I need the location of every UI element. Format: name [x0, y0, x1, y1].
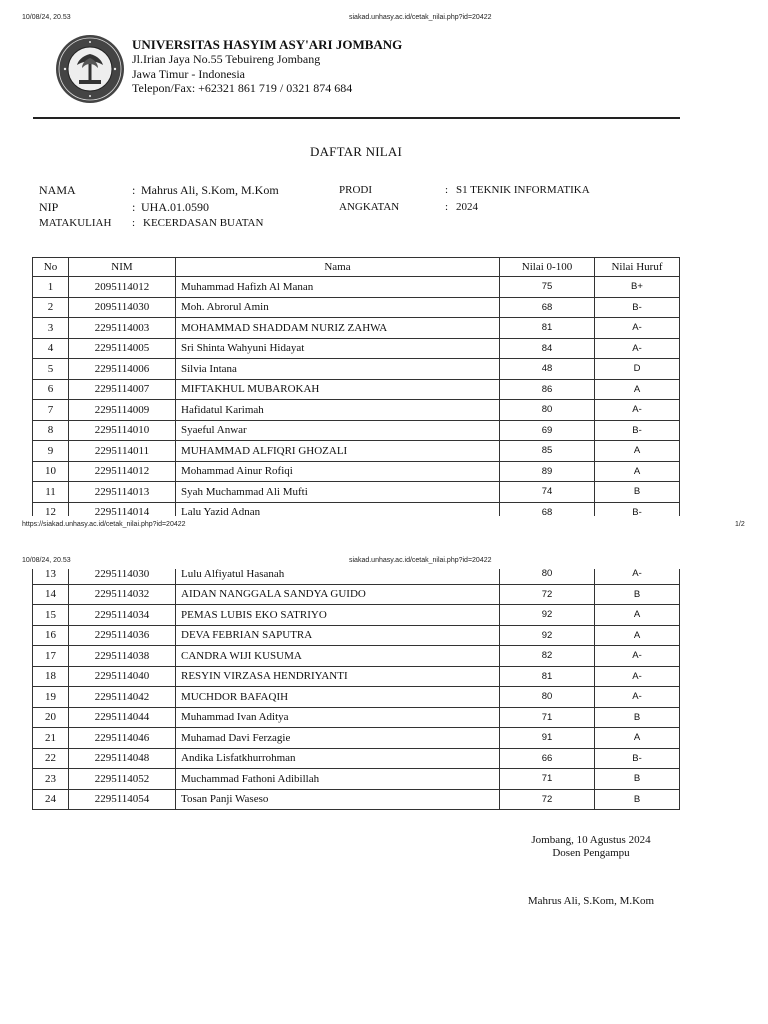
cell-nama: MIFTAKHUL MUBAROKAH [176, 379, 500, 400]
nama-colon: : [132, 183, 136, 197]
cell-nilai: 80 [500, 569, 595, 584]
university-address-2: Jawa Timur - Indonesia [132, 67, 245, 81]
cell-nilai: 80 [500, 400, 595, 421]
cell-no: 9 [33, 441, 69, 462]
table-row [33, 338, 680, 359]
cell-huruf: A [595, 625, 680, 646]
cell-nama: Lulu Alfiyatul Hasanah [176, 569, 500, 584]
cell-nilai: 84 [500, 338, 595, 359]
header-divider [33, 117, 680, 119]
university-name: UNIVERSITAS HASYIM ASY'ARI JOMBANG [132, 37, 403, 52]
cell-nama: MUHAMMAD ALFIQRI GHOZALI [176, 441, 500, 462]
cell-huruf: B- [595, 420, 680, 441]
cell-nilai: 68 [500, 502, 595, 516]
cell-nim: 2295114011 [69, 441, 176, 462]
cell-nim: 2295114046 [69, 728, 176, 749]
cell-no: 7 [33, 400, 69, 421]
cell-nama: Silvia Intana [176, 359, 500, 380]
cell-nim: 2295114054 [69, 789, 176, 810]
table-header-row [33, 258, 680, 277]
cell-nilai: 89 [500, 461, 595, 482]
cell-nim: 2095114030 [69, 297, 176, 318]
table-row [33, 584, 680, 605]
table-row [33, 379, 680, 400]
cell-huruf: B- [595, 502, 680, 516]
cell-nim: 2295114007 [69, 379, 176, 400]
cell-nilai: 66 [500, 748, 595, 769]
cell-huruf: B- [595, 748, 680, 769]
cell-huruf: A [595, 461, 680, 482]
cell-nama: Muhamad Davi Ferzagie [176, 728, 500, 749]
table-row [33, 297, 680, 318]
cell-huruf: B [595, 584, 680, 605]
table-row [33, 728, 680, 749]
cell-nilai: 85 [500, 441, 595, 462]
header-nim: NIM [69, 258, 176, 277]
cell-huruf: D [595, 359, 680, 380]
header-huruf: Nilai Huruf [595, 258, 680, 277]
cell-no: 3 [33, 318, 69, 339]
cell-no: 13 [33, 569, 69, 584]
table-row [33, 318, 680, 339]
cell-nilai: 82 [500, 646, 595, 667]
cell-no: 4 [33, 338, 69, 359]
cell-huruf: A- [595, 318, 680, 339]
cell-no: 16 [33, 625, 69, 646]
cell-nama: RESYIN VIRZASA HENDRIYANTI [176, 666, 500, 687]
cell-nama: MOHAMMAD SHADDAM NURIZ ZAHWA [176, 318, 500, 339]
header-nama: Nama [176, 258, 500, 277]
cell-nilai: 81 [500, 666, 595, 687]
grades-table-continued [32, 569, 680, 810]
cell-no: 6 [33, 379, 69, 400]
cell-nilai: 74 [500, 482, 595, 503]
cell-huruf: B [595, 769, 680, 790]
cell-no: 22 [33, 748, 69, 769]
table-row [33, 569, 680, 584]
cell-nim: 2295114040 [69, 666, 176, 687]
cell-huruf: B+ [595, 277, 680, 298]
cell-nilai: 92 [500, 605, 595, 626]
cell-huruf: B [595, 789, 680, 810]
print-url: siakad.unhasy.ac.id/cetak_nilai.php?id=20422 [349, 14, 492, 21]
cell-nim: 2295114034 [69, 605, 176, 626]
cell-nim: 2295114010 [69, 420, 176, 441]
table-row [33, 420, 680, 441]
cell-nim: 2295114003 [69, 318, 176, 339]
cell-nim: 2295114009 [69, 400, 176, 421]
university-seal-logo [55, 34, 125, 104]
cell-nama: Syaeful Anwar [176, 420, 500, 441]
cell-nilai: 72 [500, 789, 595, 810]
print-url-page-2: siakad.unhasy.ac.id/cetak_nilai.php?id=20422 [349, 557, 492, 564]
cell-no: 8 [33, 420, 69, 441]
cell-nim: 2295114052 [69, 769, 176, 790]
cell-no: 18 [33, 666, 69, 687]
cell-nama: Sri Shinta Wahyuni Hidayat [176, 338, 500, 359]
cell-huruf: A- [595, 666, 680, 687]
table-row [33, 605, 680, 626]
cell-huruf: A- [595, 400, 680, 421]
university-phone: Telepon/Fax: +62321 861 719 / 0321 874 684 [132, 81, 353, 95]
nama-label: NAMA [39, 183, 76, 197]
cell-nama: Muchammad Fathoni Adibillah [176, 769, 500, 790]
matakuliah-value: KECERDASAN BUATAN [143, 217, 264, 229]
cell-nim: 2295114012 [69, 461, 176, 482]
cell-nama: Syah Muchammad Ali Mufti [176, 482, 500, 503]
cell-huruf: A- [595, 687, 680, 708]
cell-nilai: 69 [500, 420, 595, 441]
table-row [33, 482, 680, 503]
cell-no: 24 [33, 789, 69, 810]
cell-nim: 2295114038 [69, 646, 176, 667]
header-no: No [33, 258, 69, 277]
cell-nama: Lalu Yazid Adnan [176, 502, 500, 516]
cell-nim: 2095114012 [69, 277, 176, 298]
header-nilai: Nilai 0-100 [500, 258, 595, 277]
cell-no: 19 [33, 687, 69, 708]
angkatan-label: ANGKATAN [339, 201, 400, 213]
cell-nilai: 48 [500, 359, 595, 380]
cell-nilai: 92 [500, 625, 595, 646]
cell-no: 20 [33, 707, 69, 728]
cell-huruf: A [595, 379, 680, 400]
cell-huruf: A [595, 441, 680, 462]
cell-nim: 2295114044 [69, 707, 176, 728]
cell-huruf: A [595, 605, 680, 626]
cell-nilai: 68 [500, 297, 595, 318]
cell-no: 15 [33, 605, 69, 626]
table-row [33, 646, 680, 667]
prodi-value: S1 TEKNIK INFORMATIKA [456, 184, 590, 196]
cell-no: 21 [33, 728, 69, 749]
document-title: DAFTAR NILAI [310, 144, 402, 159]
cell-nim: 2295114013 [69, 482, 176, 503]
table-row [33, 400, 680, 421]
cell-nim: 2295114005 [69, 338, 176, 359]
print-datetime: 10/08/24, 20.53 [22, 14, 71, 21]
signature-name: Mahrus Ali, S.Kom, M.Kom [527, 895, 655, 907]
table-row [33, 461, 680, 482]
cell-nim: 2295114048 [69, 748, 176, 769]
cell-huruf: B [595, 482, 680, 503]
matakuliah-label: MATAKULIAH [39, 217, 112, 229]
table-row [33, 687, 680, 708]
angkatan-value: 2024 [456, 201, 478, 213]
cell-nama: DEVA FEBRIAN SAPUTRA [176, 625, 500, 646]
prodi-colon: : [445, 184, 449, 196]
cell-nilai: 75 [500, 277, 595, 298]
cell-no: 23 [33, 769, 69, 790]
signature-role: Dosen Pengampu [552, 847, 630, 859]
cell-nama: PEMAS LUBIS EKO SATRIYO [176, 605, 500, 626]
cell-huruf: B [595, 707, 680, 728]
cell-no: 11 [33, 482, 69, 503]
grades-table [32, 257, 680, 516]
table-row [33, 277, 680, 298]
table-row [33, 502, 680, 516]
table-row [33, 769, 680, 790]
table-row [33, 625, 680, 646]
grades-table-page-1 [0, 256, 768, 516]
cell-huruf: A- [595, 569, 680, 584]
cell-nama: CANDRA WIJI KUSUMA [176, 646, 500, 667]
cell-no: 1 [33, 277, 69, 298]
table-row [33, 707, 680, 728]
cell-nim: 2295114006 [69, 359, 176, 380]
cell-nilai: 81 [500, 318, 595, 339]
cell-nama: MUCHDOR BAFAQIH [176, 687, 500, 708]
cell-no: 14 [33, 584, 69, 605]
table-row [33, 666, 680, 687]
nama-value: Mahrus Ali, S.Kom, M.Kom [141, 183, 279, 197]
cell-no: 10 [33, 461, 69, 482]
cell-nim: 2295114036 [69, 625, 176, 646]
nip-value: UHA.01.0590 [141, 200, 209, 214]
cell-nim: 2295114042 [69, 687, 176, 708]
cell-nilai: 71 [500, 707, 595, 728]
university-address-1: Jl.Irian Jaya No.55 Tebuireng Jombang [132, 52, 321, 66]
cell-no: 5 [33, 359, 69, 380]
prodi-label: PRODI [339, 184, 373, 196]
cell-nim: 2295114030 [69, 569, 176, 584]
cell-nim: 2295114014 [69, 502, 176, 516]
angkatan-colon: : [445, 201, 449, 213]
signature-place-date: Jombang, 10 Agustus 2024 [531, 834, 651, 846]
table-row [33, 359, 680, 380]
cell-nama: Tosan Panji Waseso [176, 789, 500, 810]
cell-nilai: 91 [500, 728, 595, 749]
nip-label: NIP [39, 200, 59, 214]
cell-no: 2 [33, 297, 69, 318]
table-row [33, 748, 680, 769]
table-row [33, 789, 680, 810]
cell-huruf: A [595, 728, 680, 749]
cell-nama: Hafidatul Karimah [176, 400, 500, 421]
print-datetime-page-2: 10/08/24, 20.53 [22, 557, 71, 564]
nip-colon: : [132, 200, 136, 214]
cell-nama: Muhammad Ivan Aditya [176, 707, 500, 728]
matakuliah-colon: : [132, 217, 136, 229]
cell-nama: Mohammad Ainur Rofiqi [176, 461, 500, 482]
cell-huruf: A- [595, 646, 680, 667]
cell-no: 17 [33, 646, 69, 667]
cell-nilai: 80 [500, 687, 595, 708]
page-number: 1/2 [735, 521, 745, 528]
print-footer-url: https://siakad.unhasy.ac.id/cetak_nilai.php?id=20422 [22, 521, 186, 528]
cell-huruf: A- [595, 338, 680, 359]
table-row [33, 441, 680, 462]
cell-nama: Moh. Abrorul Amin [176, 297, 500, 318]
cell-nama: AIDAN NANGGALA SANDYA GUIDO [176, 584, 500, 605]
cell-nim: 2295114032 [69, 584, 176, 605]
cell-no: 12 [33, 502, 69, 516]
cell-huruf: B- [595, 297, 680, 318]
cell-nilai: 72 [500, 584, 595, 605]
cell-nilai: 71 [500, 769, 595, 790]
cell-nama: Muhammad Hafizh Al Manan [176, 277, 500, 298]
cell-nilai: 86 [500, 379, 595, 400]
cell-nama: Andika Lisfatkhurrohman [176, 748, 500, 769]
grades-table-page-2 [0, 569, 768, 829]
